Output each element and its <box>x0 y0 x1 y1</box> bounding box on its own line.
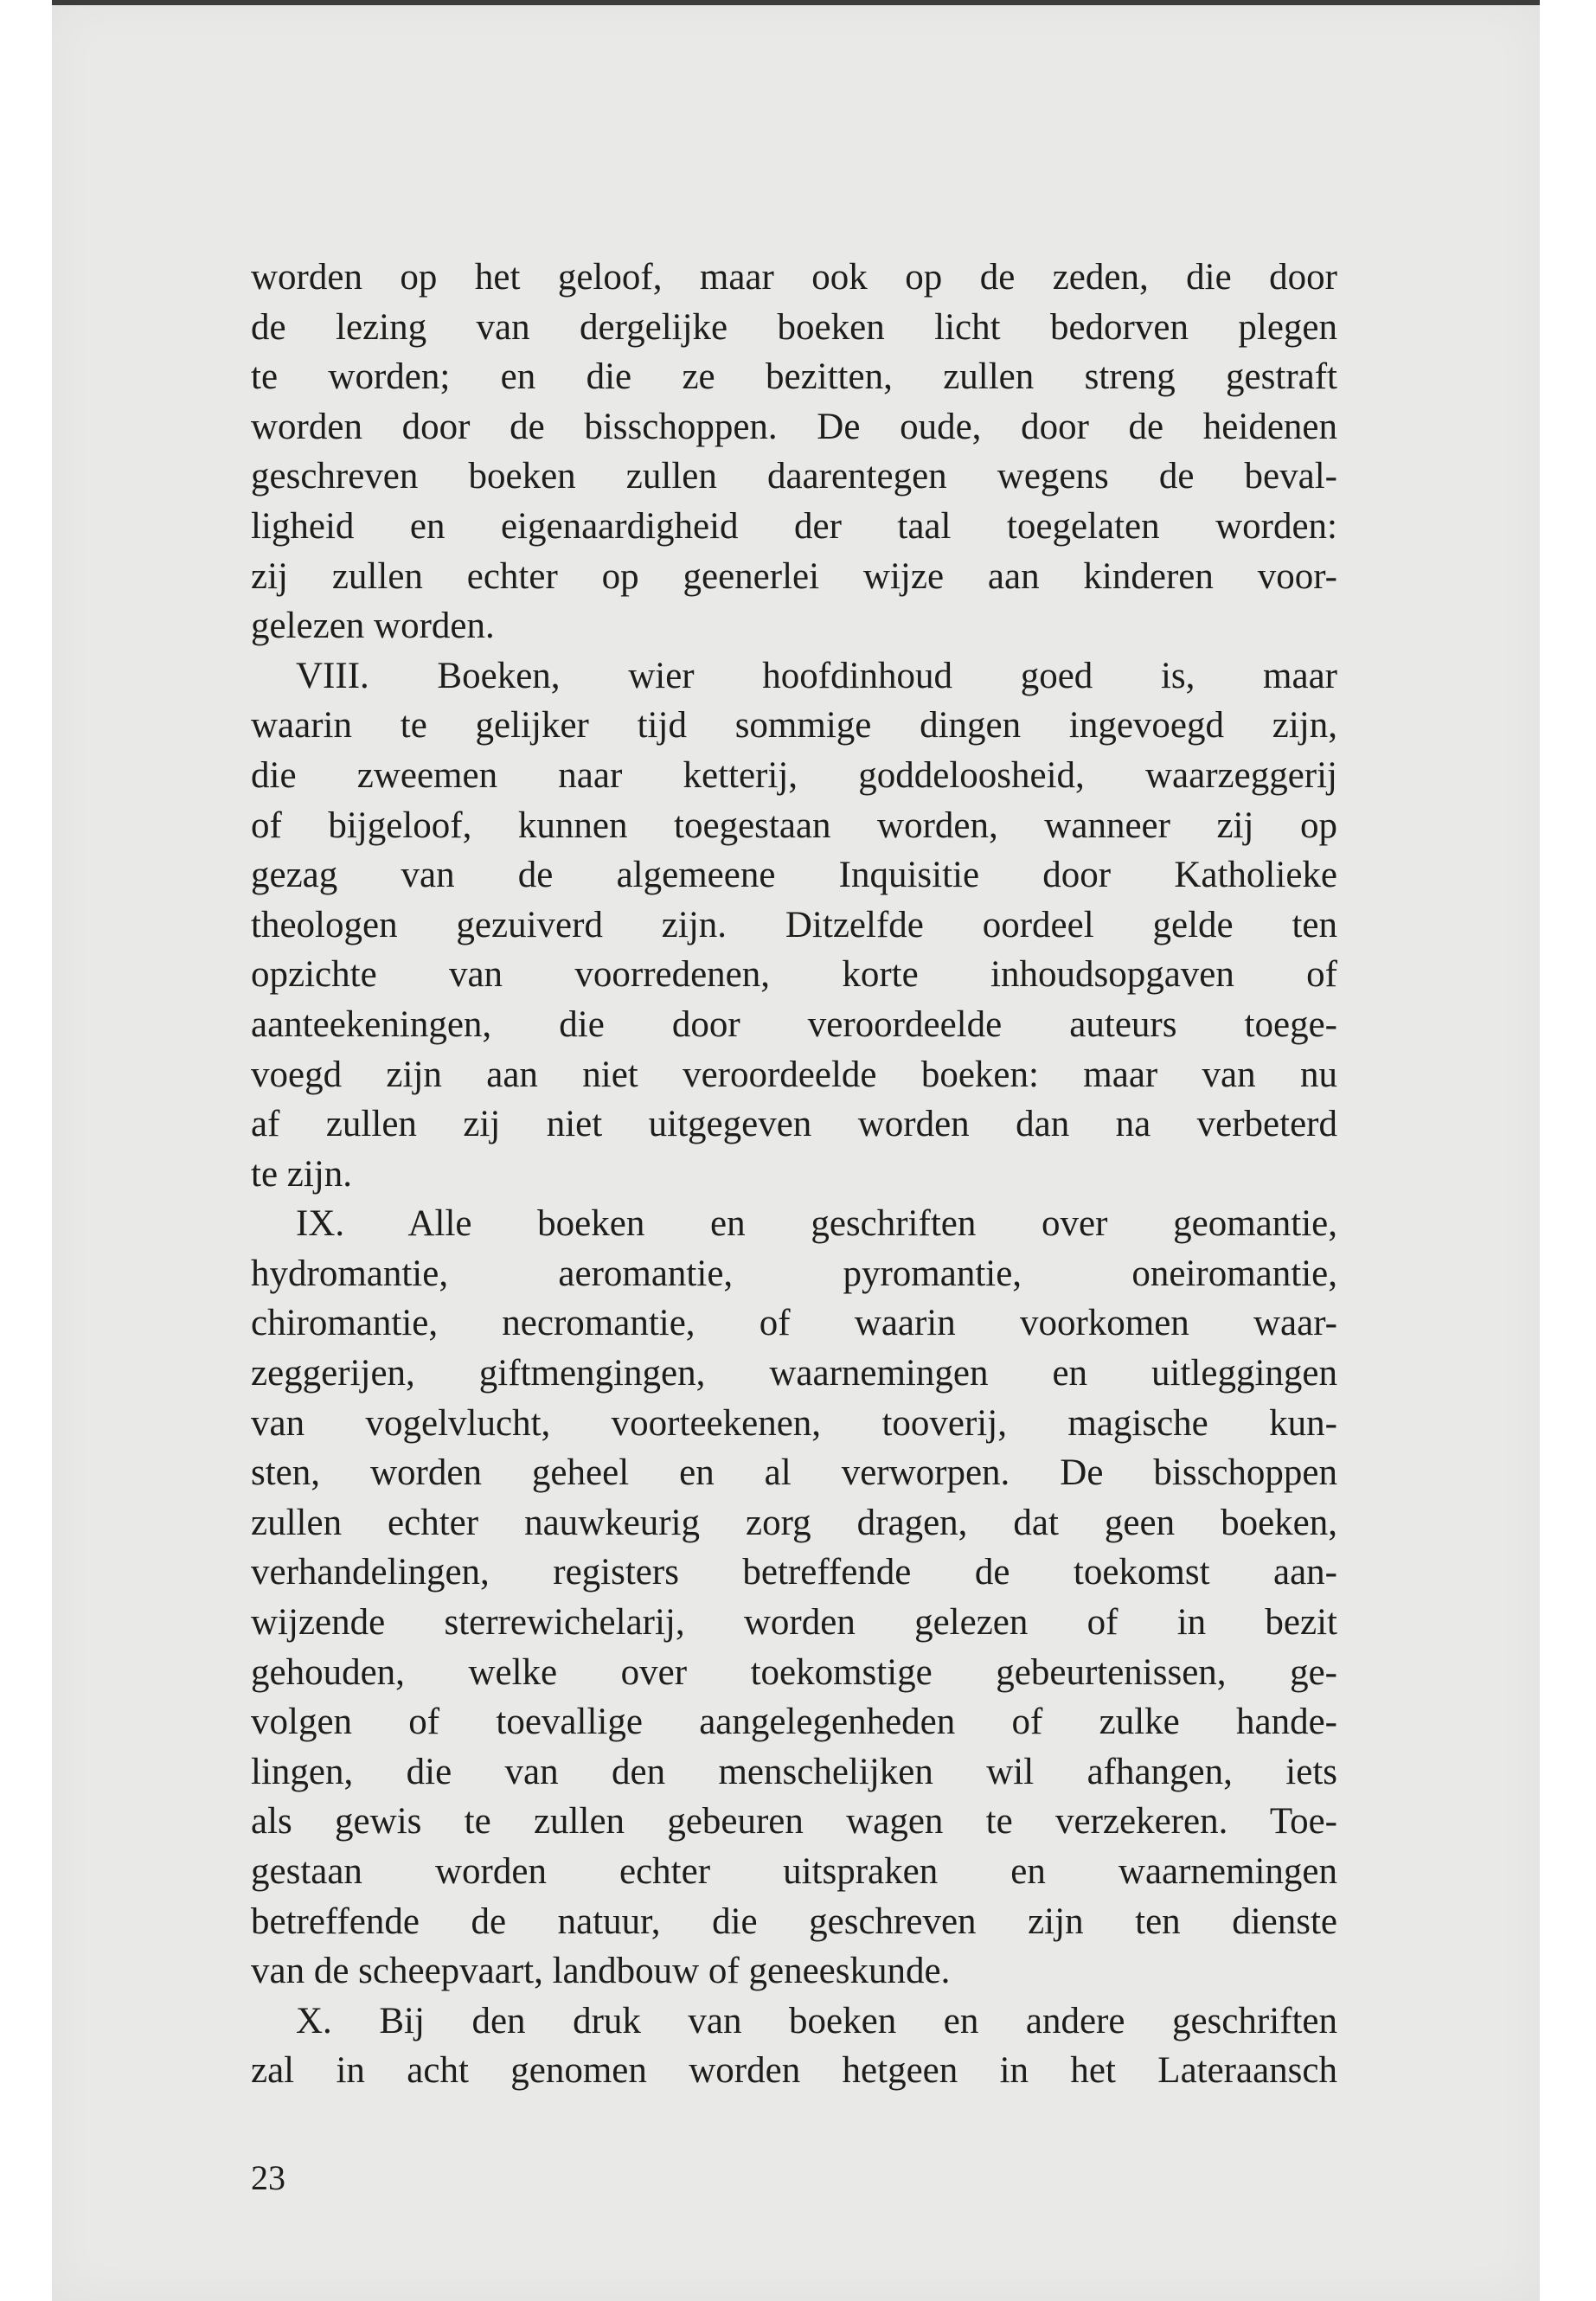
text-line: gezag van de algemeene Inquisitie door Katholieke <box>251 855 1337 896</box>
text-line: te zijn. <box>251 1153 353 1195</box>
text-line: gestaan worden echter uitspraken en waarnemingen <box>251 1851 1337 1892</box>
text-line: lingen, die van den menschelijken wil afhangen, iets <box>251 1751 1337 1792</box>
section-viii-heading-line: VIII. Boeken, wier hoofdinhoud goed is, maar <box>296 655 1337 696</box>
body-text <box>251 253 1337 2096</box>
text-line: chiromantie, necromantie, of waarin voorkomen waar- <box>251 1303 1337 1344</box>
text-line: theologen gezuiverd zijn. Ditzelfde oordeel gelde ten <box>251 904 1337 945</box>
text-line: gehouden, welke over toekomstige gebeurtenissen, ge- <box>251 1651 1337 1693</box>
text-line: de lezing van dergelijke boeken licht bedorven plegen <box>251 306 1337 348</box>
text-line: verhandelingen, registers betreffende de toekomst aan- <box>251 1552 1337 1593</box>
text-line: van vogelvlucht, voorteekenen, tooverij, magische kun- <box>251 1402 1337 1444</box>
text-line: worden door de bisschoppen. De oude, door de heidenen <box>251 406 1337 447</box>
text-line: geschreven boeken zullen daarentegen wegens de beval- <box>251 456 1337 497</box>
text-line: die zweemen naar ketterij, goddeloosheid, waarzeggerij <box>251 754 1337 796</box>
text-line: wijzende sterrewichelarij, worden gelezen of in bezit <box>251 1602 1337 1644</box>
text-line: van de scheepvaart, landbouw of geneeskunde. <box>251 1951 951 1992</box>
page-top-edge <box>52 0 1540 5</box>
section-x-heading-line: X. Bij den druk van boeken en andere geschriften <box>296 2000 1337 2041</box>
text-line: zij zullen echter op geenerlei wijze aan kinderen voor- <box>251 555 1337 597</box>
text-line: worden op het geloof, maar ook op de zeden, die door <box>251 257 1337 298</box>
text-line: af zullen zij niet uitgegeven worden dan na verbeterd <box>251 1104 1337 1145</box>
text-line: waarin te gelijker tijd sommige dingen ingevoegd zijn, <box>251 705 1337 747</box>
text-line: gelezen worden. <box>251 606 495 647</box>
text-line: aanteekeningen, die door veroordeelde auteurs toege- <box>251 1003 1337 1045</box>
text-line: hydromantie, aeromantie, pyromantie, oneiromantie, <box>251 1253 1337 1294</box>
text-line: zeggerijen, giftmengingen, waarnemingen en uitleggingen <box>251 1353 1337 1394</box>
text-line: sten, worden geheel en al verworpen. De bisschoppen <box>251 1452 1337 1494</box>
text-line: zullen echter nauwkeurig zorg dragen, dat geen boeken, <box>251 1502 1337 1543</box>
text-line: als gewis te zullen gebeuren wagen te verzekeren. Toe- <box>251 1801 1337 1843</box>
page-number: 23 <box>251 2158 285 2197</box>
text-line: voegd zijn aan niet veroordeelde boeken: maar van nu <box>251 1054 1337 1095</box>
text-line: betreffende de natuur, die geschreven zijn ten dienste <box>251 1900 1337 1942</box>
text-line: of bijgeloof, kunnen toegestaan worden, wanneer zij op <box>251 804 1337 846</box>
text-line: zal in acht genomen worden hetgeen in het Lateraansch <box>251 2050 1337 2092</box>
text-line: ligheid en eigenaardigheid der taal toegelaten worden: <box>251 505 1337 547</box>
text-line: volgen of toevallige aangelegenheden of zulke hande- <box>251 1702 1337 1743</box>
section-ix-heading-line: IX. Alle boeken en geschriften over geomantie, <box>296 1203 1337 1245</box>
text-line: opzichte van voorredenen, korte inhoudsopgaven of <box>251 954 1337 996</box>
text-line: te worden; en die ze bezitten, zullen streng gestraft <box>251 356 1337 398</box>
